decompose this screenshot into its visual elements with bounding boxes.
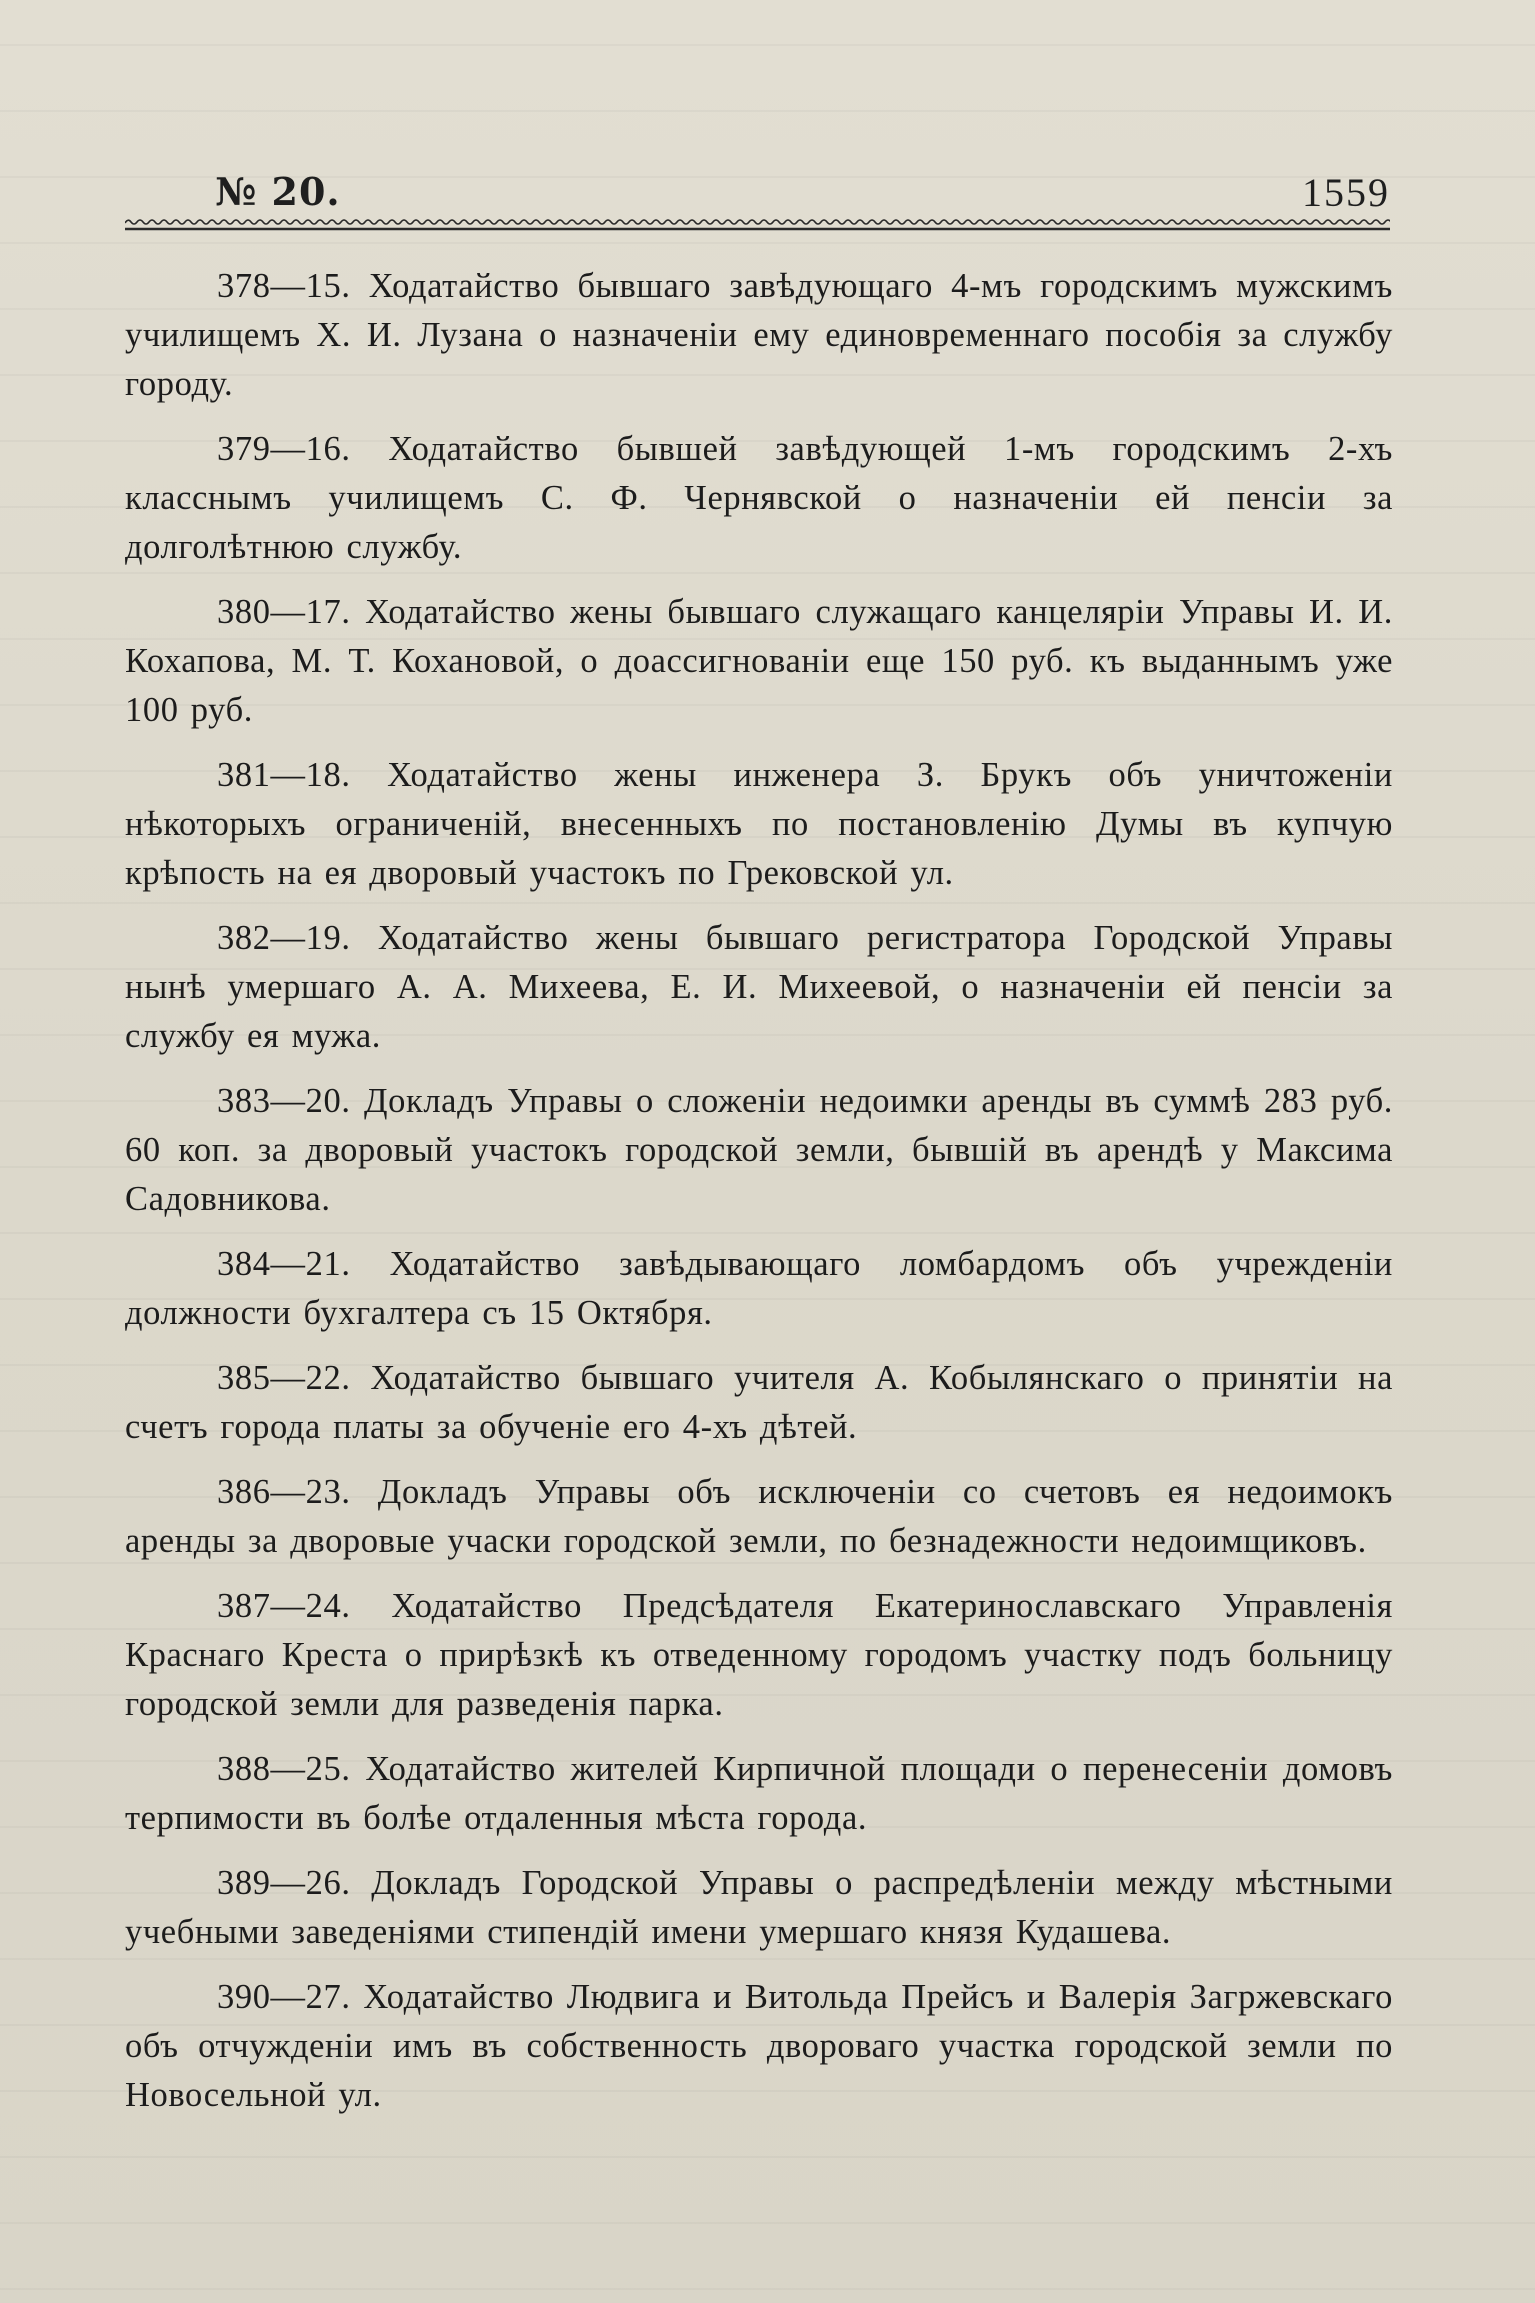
header-rule: [125, 217, 1390, 231]
agenda-item-381: 381—18. Ходатайство жены инженера З. Брукъ объ уничтоженіи нѣкоторыхъ ограниченій, внесенныхъ по постановленію Думы въ купчую крѣпость на ея дворовый участокъ по Грековской ул.: [125, 756, 1393, 892]
agenda-list: [125, 262, 1393, 2136]
agenda-item-379: 379—16. Ходатайство бывшей завѣдующей 1-мъ городскимъ 2-хъ класснымъ училищемъ С. Ф. Чернявской о назначеніи ей пенсіи за долголѣтнюю службу.: [125, 430, 1393, 566]
agenda-item-384: 384—21. Ходатайство завѣдывающаго ломбардомъ объ учрежденіи должности бухгалтера съ 15 Октября.: [125, 1245, 1393, 1332]
agenda-item-378: 378—15. Ходатайство бывшаго завѣдующаго 4-мъ городскимъ мужскимъ училищемъ Х. И. Лузана о назначеніи ему единовременнаго пособія за службу городу.: [125, 267, 1393, 403]
page-header: [125, 165, 1390, 225]
agenda-item-382: 382—19. Ходатайство жены бывшаго регистратора Городской Управы нынѣ умершаго А. А. Михеева, Е. И. Михеевой, о назначеніи ей пенсіи за службу ея мужа.: [125, 919, 1393, 1055]
issue-number: № 20.: [215, 169, 341, 214]
agenda-item-390: 390—27. Ходатайство Людвига и Витольда Прейсъ и Валерія Загржевскаго объ отчужденіи имъ въ собственность двороваго участка городской земли по Новосельной ул.: [125, 1978, 1393, 2114]
agenda-item-385: 385—22. Ходатайство бывшаго учителя А. Кобылянскаго о принятіи на счетъ города платы за обученіе его 4-хъ дѣтей.: [125, 1359, 1393, 1446]
agenda-item-386: 386—23. Докладъ Управы объ исключеніи со счетовъ ея недоимокъ аренды за дворовые учаски городской земли, по безнадежности недоимщиковъ.: [125, 1473, 1393, 1560]
agenda-item-383: 383—20. Докладъ Управы о сложеніи недоимки аренды въ суммѣ 283 руб. 60 коп. за дворовый участокъ городской земли, бывшій въ арендѣ у Максима Садовникова.: [125, 1082, 1393, 1218]
page-number: 1559: [1302, 170, 1390, 215]
agenda-item-389: 389—26. Докладъ Городской Управы о распредѣленіи между мѣстными учебными заведеніями стипендій имени умершаго князя Кудашева.: [125, 1864, 1393, 1951]
agenda-item-388: 388—25. Ходатайство жителей Кирпичной площади о перенесеніи домовъ терпимости въ болѣе отдаленныя мѣста города.: [125, 1750, 1393, 1837]
agenda-item-387: 387—24. Ходатайство Предсѣдателя Екатеринославскаго Управленія Краснаго Креста о прирѣзкѣ къ отведенному городомъ участку подъ больницу городской земли для разведенія парка.: [125, 1587, 1393, 1723]
agenda-item-380: 380—17. Ходатайство жены бывшаго служащаго канцеляріи Управы И. И. Кохапова, М. Т. Кохановой, о доассигнованіи еще 150 руб. къ выданнымъ уже 100 руб.: [125, 593, 1393, 729]
